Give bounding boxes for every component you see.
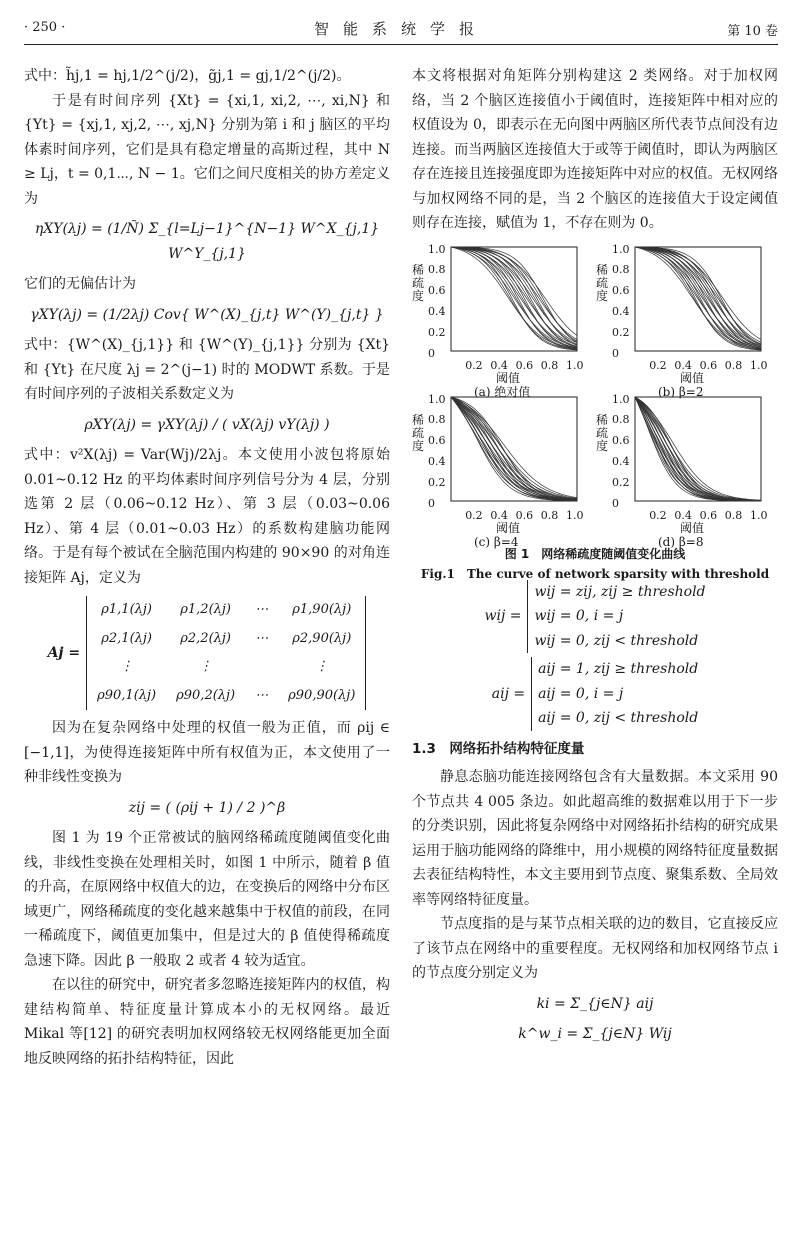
y-tick-label: 0.8 bbox=[612, 413, 630, 427]
journal-title: 智能系统学报 bbox=[313, 20, 488, 38]
y-tick-label: 0.4 bbox=[612, 454, 630, 468]
y-tick-label: 0.6 bbox=[612, 284, 630, 298]
matrix-cell: ⋮ bbox=[199, 659, 213, 674]
equation-unbiased: γXY(λj) = (1/2λj) Cov{ W^(X)_{j,t} W^(Y)_{j,t} } bbox=[30, 306, 384, 323]
y-tick-label: 0.2 bbox=[428, 475, 446, 489]
sparsity-curve bbox=[451, 397, 577, 500]
y-tick-label: 0.6 bbox=[612, 434, 630, 448]
y-tick-label: 0.8 bbox=[612, 263, 630, 277]
x-tick-label: 1.0 bbox=[566, 508, 584, 522]
equation-weighted-degree: k^w_i = Σ_{j∈N} Wij bbox=[518, 1026, 672, 1042]
binary-rule-cases bbox=[531, 657, 698, 731]
y-tick-label: 1.0 bbox=[428, 392, 446, 406]
x-axis-label: 阈值 bbox=[680, 370, 705, 385]
x-tick-label: 0.6 bbox=[699, 508, 718, 522]
equation-degree: ki = Σ_{j∈N} aij bbox=[536, 995, 654, 1012]
matrix-row bbox=[87, 596, 366, 625]
binary-rule-label: aij = bbox=[491, 685, 526, 702]
x-tick-label: 0.8 bbox=[724, 508, 743, 522]
weighted-rule-cases bbox=[527, 580, 705, 654]
x-tick-label: 0.2 bbox=[649, 358, 667, 372]
x-tick-label: 0.6 bbox=[515, 508, 534, 522]
equation-transform: zij = ( (ρij + 1) / 2 )^β bbox=[128, 799, 286, 816]
y-tick-label: 1.0 bbox=[428, 242, 446, 256]
paragraph-topology: 静息态脑功能连接网络包含有大量数据。本文采用 90 个节点共 4 005 条边。如此超高维的数据难以用于下一步的分类识别，因此将复杂网络中对网络拓扑结构的研究成果运用于脑功能网络的降维中，用小规模的网络特征度量数据去表征结构特性，本文主要用到节点度、聚集系数、全局效率等网络特征度量。 bbox=[412, 769, 778, 908]
y-tick-label: 0.4 bbox=[428, 304, 446, 318]
case-line: wij = 0, i = j bbox=[534, 608, 624, 624]
formula-note: 式中：h̃j,1 = hj,1/2^(j/2)，g̃j,1 = gj,1/2^(j/2)。 bbox=[24, 68, 351, 84]
paragraph-figure-description: 图 1 为 19 个正常被试的脑网络稀疏度随阈值变化曲线，非线性变换在处理相关时，如图 1 中所示，随着 β 值的升高，在原网络中权值大的边，在变换后的网络中分布区域更广，网络稀疏度的变化越来越集中于权值的前段，在同一稀疏度下，阈值更加集中，但是过大的 β 值使得稀疏度急速下降。因此 β 一般取 2 或者 4 较为适宜。 bbox=[24, 830, 390, 969]
x-tick-label: 0.4 bbox=[490, 508, 508, 522]
sparsity-curve bbox=[451, 397, 577, 501]
x-tick-label: 0.6 bbox=[699, 358, 718, 372]
plot-frame bbox=[451, 397, 577, 501]
matrix-row bbox=[87, 682, 366, 711]
page-header bbox=[24, 14, 778, 42]
y-tick-label: 0 bbox=[428, 496, 435, 510]
y-axis-label: 稀疏度 bbox=[596, 262, 609, 303]
sparsity-curve bbox=[451, 397, 577, 501]
matrix-cell: ρ1,90(λj) bbox=[292, 602, 352, 617]
matrix-cell: ρ2,1(λj) bbox=[101, 630, 152, 646]
y-tick-label: 1.0 bbox=[612, 392, 630, 406]
case-line: wij = 0, zij < threshold bbox=[534, 632, 699, 649]
figure-panel bbox=[596, 242, 768, 399]
panel-caption: (b) β=2 bbox=[658, 384, 704, 399]
matrix-cell: ⋮ bbox=[120, 659, 134, 674]
y-axis-label: 稀疏度 bbox=[596, 412, 609, 453]
x-tick-label: 0.4 bbox=[674, 508, 692, 522]
left-column bbox=[24, 64, 390, 1071]
plot-frame bbox=[635, 397, 761, 501]
matrix-row bbox=[87, 653, 366, 682]
matrix-table bbox=[86, 596, 366, 710]
x-tick-label: 1.0 bbox=[750, 508, 768, 522]
binary-rule bbox=[412, 657, 778, 731]
paragraph-time-series: 于是有时间序列 {Xt} = {xi,1, xi,2, ⋯, xi,N} 和 {Yt} = {xj,1, xj,2, ⋯, xj,N} 分别为第 i 和 j 脑区的平均体素时间序列，它们是具有稳定增量的高斯过程，其中 N ≥ Lj，t = 0,1⋯, N − 1。它们之间尺度相关的协方差定义为 bbox=[24, 92, 390, 207]
x-tick-label: 0.2 bbox=[649, 508, 667, 522]
y-tick-label: 0.2 bbox=[612, 475, 630, 489]
equation-correlation: ρXY(λj) = γXY(λj) / ( vX(λj) vY(λj) ) bbox=[84, 416, 330, 433]
paragraph-unbiased: 它们的无偏估计为 bbox=[24, 276, 136, 292]
matrix-cell: ρ1,2(λj) bbox=[180, 602, 231, 617]
header-rule bbox=[24, 44, 778, 45]
y-tick-label: 0.6 bbox=[428, 434, 446, 448]
figure-panel bbox=[412, 392, 584, 549]
matrix-cell: ⋯ bbox=[255, 630, 269, 646]
matrix-cell: ρ1,1(λj) bbox=[101, 602, 152, 617]
matrix-cell: ρ2,90(λj) bbox=[292, 630, 352, 646]
sparsity-plot bbox=[634, 396, 762, 502]
x-tick-label: 0.8 bbox=[540, 358, 559, 372]
x-tick-label: 0.4 bbox=[674, 358, 692, 372]
sparsity-plot bbox=[634, 246, 762, 352]
panel-caption: (a) 绝对值 bbox=[474, 384, 531, 399]
x-tick-label: 0.8 bbox=[540, 508, 559, 522]
volume-label: 第 10 卷 bbox=[727, 24, 778, 39]
matrix-cell: ρ90,1(λj) bbox=[97, 687, 157, 703]
sparsity-curve bbox=[635, 397, 761, 501]
paragraph-positive-weights: 因为在复杂网络中处理的权值一般为正值，而 ρij ∈ [−1,1]，为使得连接矩阵中所有权值为正，本文使用了一种非线性变换为 bbox=[24, 720, 390, 785]
sparsity-curve bbox=[451, 247, 577, 340]
x-tick-label: 0.2 bbox=[465, 508, 483, 522]
figure-caption-en: Fig.1 The curve of network sparsity with threshold bbox=[420, 566, 770, 581]
y-tick-label: 0.4 bbox=[612, 304, 630, 318]
y-axis-label: 稀疏度 bbox=[412, 412, 425, 453]
paragraph-modwt: 式中：{W^(X)_{j,1}} 和 {W^(Y)_{j,1}} 分别为 {Xt} 和 {Yt} 在尺度 λj = 2^(j−1) 时的 MODWT 系数。于是有时间序列的子波相关系数定义为 bbox=[24, 337, 390, 402]
figure-caption-cn: 图 1 网络稀疏度随阈值变化曲线 bbox=[504, 546, 686, 561]
paragraph-network-construction: 本文将根据对角矩阵分别构建这 2 类网络。对于加权网络，当 2 个脑区连接值小于阈值时，连接矩阵中相对应的权值设为 0，即表示在无向图中两脑区所代表节点间没有边连接。而当两脑区连接值大于或等于阈值时，即认为两脑区存在连接且连接强度即为连接矩阵中对应的权值。无权网络与加权网络不同的是，当 2 个脑区的连接值大于设定阈值则存在连接，赋值为 1，不存在则为 0。 bbox=[412, 68, 778, 231]
figure-1 bbox=[412, 242, 778, 581]
y-tick-label: 0.8 bbox=[428, 263, 446, 277]
x-tick-label: 0.2 bbox=[465, 358, 483, 372]
matrix-cell: ⋮ bbox=[315, 659, 329, 674]
y-tick-label: 0 bbox=[612, 346, 619, 360]
equation-covariance: ηXY(λj) = (1/Ñ) Σ_{l=Lj−1}^{N−1} W^X_{j,1} W^Y_{j,1} bbox=[34, 221, 380, 262]
paragraph-node-degree: 节点度指的是与某节点相关联的边的数目，它直接反应了该节点在网络中的重要程度。无权网络和加权网络节点 i 的节点度分别定义为 bbox=[412, 916, 778, 981]
y-tick-label: 0 bbox=[428, 346, 435, 360]
matrix-cell bbox=[245, 653, 278, 682]
weighted-rule-label: wij = bbox=[484, 608, 522, 624]
case-line: aij = 0, zij < threshold bbox=[538, 710, 699, 726]
sparsity-curve bbox=[451, 397, 577, 501]
sparsity-curve bbox=[451, 397, 577, 501]
case-line: aij = 1, zij ≥ threshold bbox=[538, 661, 699, 677]
y-tick-label: 0 bbox=[612, 496, 619, 510]
matrix-cell: ⋯ bbox=[255, 687, 269, 703]
case-line: aij = 0, i = j bbox=[538, 685, 624, 702]
matrix-cell: ρ2,2(λj) bbox=[180, 630, 231, 646]
y-tick-label: 0.6 bbox=[428, 284, 446, 298]
panel-caption: (d) β=8 bbox=[658, 534, 704, 549]
x-tick-label: 0.4 bbox=[490, 358, 508, 372]
y-tick-label: 1.0 bbox=[612, 242, 630, 256]
right-column bbox=[412, 64, 778, 1053]
sparsity-plot bbox=[450, 246, 578, 352]
paragraph-weighted-networks: 在以往的研究中，研究者多忽略连接矩阵内的权值，构建结构简单、特征度量计算成本小的无权网络。最近 Mikal 等[12] 的研究表明加权网络较无权网络能更加全面地反映网络的拓扑结构特征，因此 bbox=[24, 977, 390, 1067]
sparsity-curve bbox=[451, 397, 577, 501]
sparsity-curve bbox=[635, 247, 761, 344]
case-line: wij = zij, zij ≥ threshold bbox=[534, 583, 706, 600]
x-tick-label: 1.0 bbox=[750, 358, 768, 372]
y-tick-label: 0.4 bbox=[428, 454, 446, 468]
x-axis-label: 阈值 bbox=[680, 520, 705, 535]
sparsity-curve bbox=[635, 247, 761, 348]
x-tick-label: 1.0 bbox=[566, 358, 584, 372]
page-number: · 250 · bbox=[24, 20, 66, 35]
y-tick-label: 0.2 bbox=[428, 325, 446, 339]
sparsity-curve bbox=[635, 247, 761, 348]
figure-panel bbox=[596, 392, 768, 549]
x-tick-label: 0.6 bbox=[515, 358, 534, 372]
matrix-label: Aj = bbox=[47, 644, 81, 661]
y-tick-label: 0.2 bbox=[612, 325, 630, 339]
panel-caption: (c) β=4 bbox=[474, 534, 519, 549]
matrix-row bbox=[87, 625, 366, 654]
x-axis-label: 阈值 bbox=[496, 520, 521, 535]
matrix-cell: ρ90,2(λj) bbox=[176, 687, 236, 703]
figure-panel bbox=[412, 242, 584, 399]
sparsity-plot bbox=[450, 396, 578, 502]
y-axis-label: 稀疏度 bbox=[412, 262, 425, 303]
y-tick-label: 0.8 bbox=[428, 413, 446, 427]
weighted-rule bbox=[412, 580, 778, 654]
matrix-cell: ρ90,90(λj) bbox=[288, 687, 356, 703]
paragraph-wavelet: 式中：v²X(λj) = Var(Wj)/2λj。本文使用小波包将原始 0.01~0.12 Hz 的平均体素时间序列信号分为 4 层，分别选第 2 层（0.06~0.12 Hz）、第 3 层（0.03~0.06 Hz）、第 4 层（0.01~0.03 Hz）的系数构建脑功能网络。于是有每个被试在全脑范围内构建的 90×90 的对角连接矩阵 Aj，定义为 bbox=[24, 447, 390, 586]
connection-matrix bbox=[24, 596, 390, 710]
x-axis-label: 阈值 bbox=[496, 370, 521, 385]
matrix-cell: ⋯ bbox=[255, 602, 269, 617]
x-tick-label: 0.8 bbox=[724, 358, 743, 372]
section-heading: 1.3 网络拓扑结构特征度量 bbox=[412, 740, 585, 757]
